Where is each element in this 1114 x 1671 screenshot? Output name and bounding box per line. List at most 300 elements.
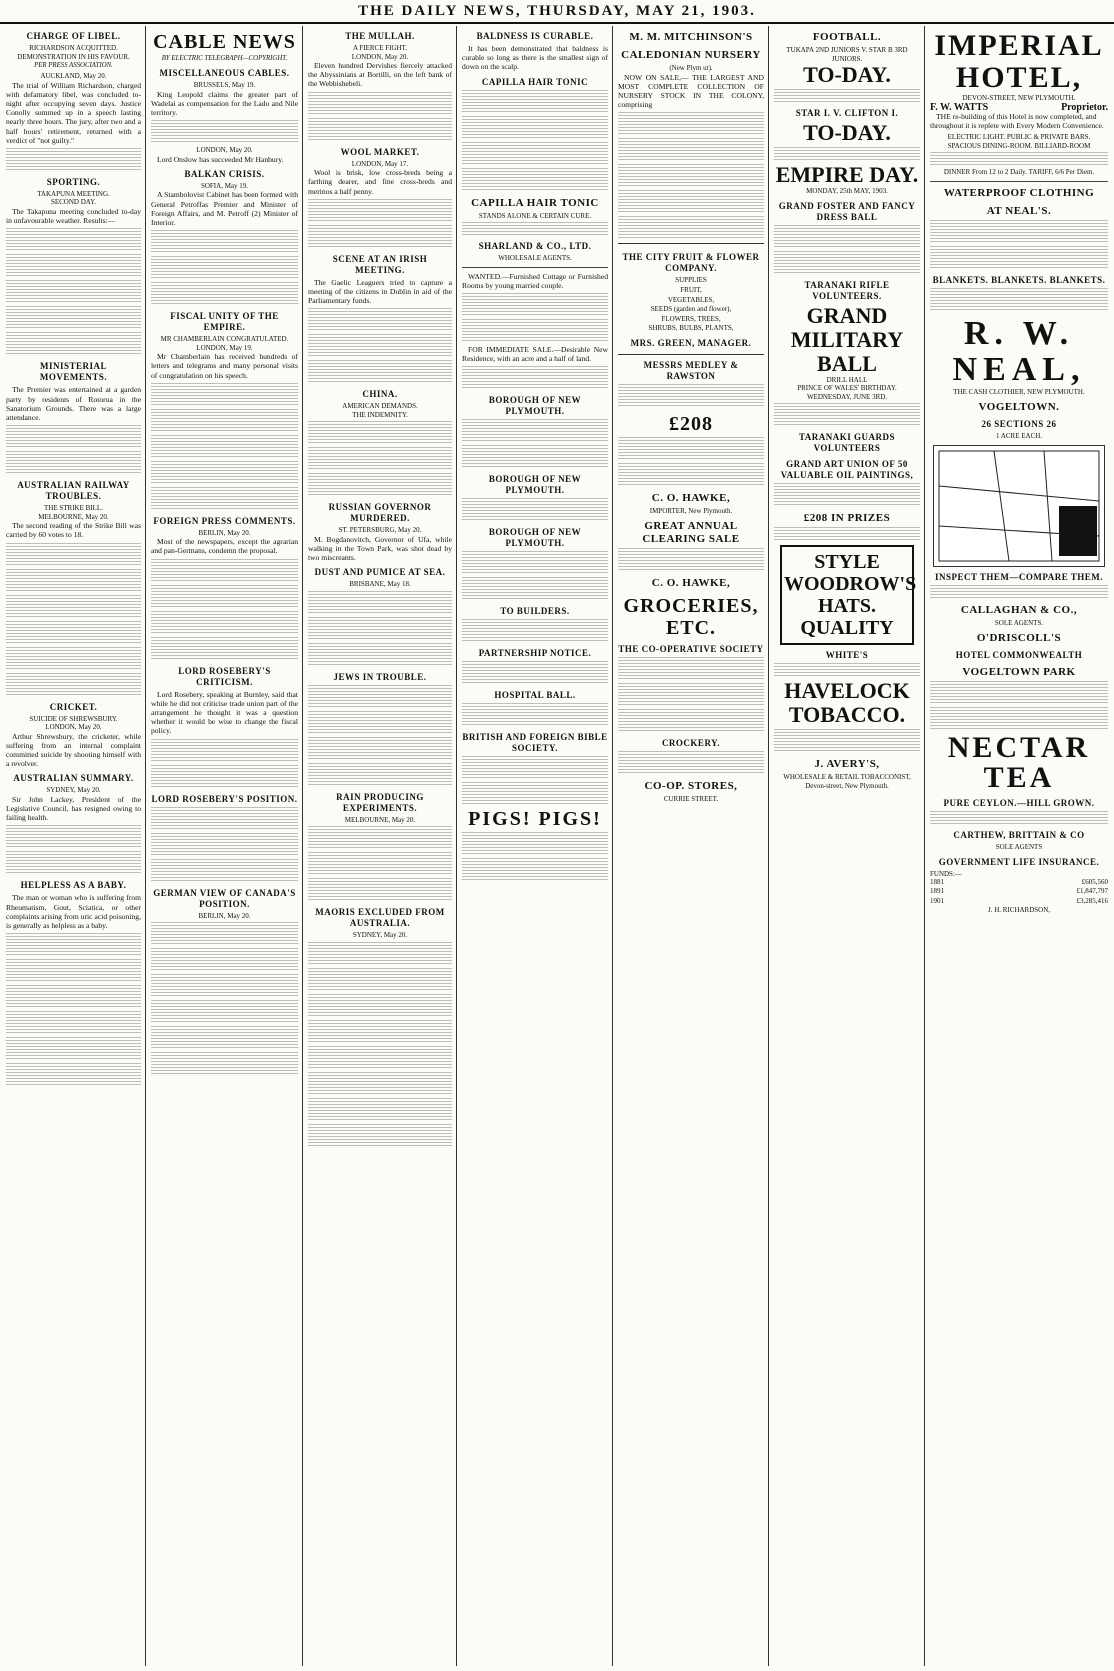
dateline: BERLIN, May 20. — [198, 911, 251, 920]
subhead: 1 ACRE EACH. — [995, 432, 1043, 441]
article-text: Lord Rosebery, speaking at Burnley, said that while he did not criticise trade union part of the arrangement he thought it was a question whether it would be wise to change the fiscal policy. — [151, 689, 298, 736]
headline-maoris-excluded: MAORIS EXCLUDED FROM AUSTRALIA. — [315, 907, 445, 929]
headline-vogeltown-park: VOGELTOWN PARK — [962, 666, 1076, 679]
text-filler — [6, 254, 141, 278]
column-rule — [145, 26, 146, 1666]
text-filler — [618, 437, 764, 461]
text-filler — [6, 595, 141, 619]
text-filler — [308, 643, 452, 667]
ad-item: SUPPLIES — [675, 276, 707, 285]
text-filler — [462, 142, 608, 166]
text-filler — [308, 994, 452, 1018]
headline-cricket: CRICKET. — [49, 701, 98, 712]
headline-wool-market: WOOL MARKET. — [340, 146, 420, 157]
text-filler — [308, 942, 452, 966]
subhead: SOLE AGENTS. — [994, 618, 1044, 627]
text-filler — [308, 447, 452, 471]
funds-amount: £3,285,416 — [1076, 896, 1108, 905]
text-filler — [774, 403, 920, 427]
subhead: TUKAPA 2ND JUNIORS V. STAR B 3RD JUNIORS. — [786, 46, 908, 63]
text-filler — [6, 851, 141, 875]
article-text: King Leopold claims the greater part of Wadelai as compensation for the Lado and Nile territory. — [151, 89, 298, 117]
text-filler — [930, 681, 1108, 705]
prizes-badge: £208 IN PRIZES — [803, 512, 891, 524]
article-text: The Gaelic Leaguers tried to capture a meeting of the citizens in Dublin in aid of the Parliamentary funds. — [308, 277, 452, 306]
fruit-flower-ad — [618, 243, 764, 355]
text-filler — [618, 548, 764, 572]
subhead: AMERICAN DEMANDS. — [342, 402, 418, 411]
text-filler — [151, 120, 298, 144]
text-filler — [618, 384, 764, 408]
text-filler — [151, 435, 298, 459]
text-filler — [6, 933, 141, 957]
article-text: The Premier was entertained at a garden party by residents of Rotorua in the Sanatorium Grounds. There was a large attendance. — [6, 385, 141, 422]
funds-year: 1891 — [930, 887, 944, 896]
text-filler — [308, 334, 452, 358]
text-filler — [151, 585, 298, 609]
text-filler — [6, 825, 141, 849]
text-filler — [462, 498, 608, 522]
text-filler — [6, 1063, 141, 1087]
text-filler — [308, 225, 452, 249]
headline-clearing-sale: GREAT ANNUAL CLEARING SALE — [642, 520, 740, 546]
subhead: BY ELECTRIC TELEGRAPH—COPYRIGHT. — [161, 55, 288, 62]
text-filler — [6, 621, 141, 645]
article-text: Sir John Lackey, President of the Legislative Council, has resigned owing to failing health. — [6, 794, 141, 823]
text-filler — [151, 974, 298, 998]
headline-capilla-tonic: CAPILLA HAIR TONIC — [471, 196, 599, 209]
headline-to-builders: TO BUILDERS. — [500, 606, 570, 617]
headline-at-neals: AT NEAL'S. — [986, 204, 1052, 217]
subhead: STANDS ALONE & CERTAIN CURE. — [478, 211, 592, 220]
text-filler — [462, 366, 608, 390]
dateline: MONDAY, 25th MAY, 1903. — [806, 187, 888, 195]
manager-name: MRS. GREEN, MANAGER. — [630, 337, 752, 348]
column-1 — [2, 26, 145, 1666]
ad-item: VEGETABLES, — [667, 295, 715, 304]
text-filler — [308, 968, 452, 992]
headline-whites: WHITE'S — [825, 650, 869, 660]
headline-guards: TARANAKI GUARDS VOLUNTEERS — [798, 432, 896, 453]
text-filler — [151, 461, 298, 485]
text-filler — [774, 89, 920, 103]
column-rule — [768, 26, 769, 1666]
text-filler — [308, 308, 452, 332]
headline-bible-society: BRITISH AND FOREIGN BIBLE SOCIETY. — [462, 732, 608, 754]
text-filler — [151, 807, 298, 831]
sections-count: 26 SECTIONS 26 — [981, 419, 1057, 430]
text-filler — [151, 1000, 298, 1024]
text-filler — [6, 1037, 141, 1061]
owner-row — [930, 103, 1108, 112]
text-filler — [308, 685, 452, 709]
text-filler — [6, 451, 141, 475]
dateline: ST. PETERSBURG, May 20. — [338, 526, 422, 535]
headline-commonwealth: HOTEL COMMONWEALTH — [955, 650, 1083, 661]
article-text: The Takapuna meeting concluded to-day in unfavourable weather. Results:— — [6, 206, 141, 226]
headline-carthew: CARTHEW, BRITTAIN & CO — [953, 830, 1085, 841]
headline-coop-society: THE CO-OPERATIVE SOCIETY — [618, 644, 764, 655]
text-filler — [151, 948, 298, 972]
article-text: Mr Chamberlain has received hundreds of letters and telegrams and many personal visits of congratulation on his speech. — [151, 352, 298, 380]
headline-hawke-2: C. O. HAWKE, — [651, 577, 731, 590]
text-filler — [308, 1020, 452, 1044]
headline-city-fruit: THE CITY FRUIT & FLOWER COMPANY. — [622, 252, 760, 274]
subhead: SUICIDE OF SHREWSBURY. — [29, 714, 118, 723]
subhead: TAKAPUNA MEETING. — [37, 189, 110, 198]
land-map — [933, 445, 1105, 567]
text-filler — [6, 647, 141, 671]
today-banner: TO-DAY. — [803, 120, 891, 145]
headline-summary: AUSTRALIAN SUMMARY. — [13, 773, 134, 784]
headline-ministerial: MINISTERIAL MOVEMENTS. — [39, 361, 108, 383]
text-filler — [151, 487, 298, 511]
text-filler — [308, 1072, 452, 1096]
text-filler — [930, 152, 1108, 166]
text-filler — [618, 657, 764, 681]
headline-medley: MESSRS MEDLEY & RAWSTON — [643, 359, 739, 381]
column-3 — [304, 26, 456, 1666]
text-filler — [308, 826, 452, 850]
hats-label: WOODROW'S HATS. — [784, 573, 917, 617]
style-label: STYLE — [814, 551, 880, 573]
headline-hawke: C. O. HAWKE, — [651, 491, 731, 504]
column-rule — [302, 26, 303, 1666]
funds-row — [930, 887, 1108, 896]
headline-coop-stores: CO-OP. STORES, — [644, 780, 738, 793]
text-filler — [774, 663, 920, 677]
text-filler — [618, 164, 764, 188]
column-rule — [924, 26, 925, 1666]
text-filler — [462, 577, 608, 601]
pigs-ad: PIGS! PIGS! — [468, 808, 602, 831]
divider — [930, 181, 1108, 182]
ad-item: SHRUBS, BULBS, PLANTS, — [648, 324, 734, 333]
funds-amount: £1,847,797 — [1076, 887, 1108, 896]
subhead: CURRIE STREET. — [663, 795, 719, 804]
subhead: SECOND DAY. — [50, 198, 97, 207]
headline-empire-day: EMPIRE DAY. — [775, 162, 919, 187]
text-filler — [462, 782, 608, 806]
article-text: Wool is brisk, low cross-breds being a farthing dearer, and fine cross-breds and merinos a half penny. — [308, 168, 452, 196]
today-banner: TO-DAY. — [803, 62, 891, 87]
subhead: SOLE AGENTS — [995, 843, 1043, 852]
text-filler — [6, 425, 141, 449]
imperial-hotel-title: IMPERIAL HOTEL, — [934, 29, 1104, 94]
text-filler — [930, 288, 1108, 312]
headline-avery: J. AVERY'S, — [814, 758, 880, 770]
text-filler — [6, 228, 141, 252]
text-filler — [151, 409, 298, 433]
text-filler — [462, 858, 608, 882]
dateline: AUCKLAND, May 20. — [40, 72, 107, 80]
nectar-tea-title: NECTAR TEA — [947, 731, 1091, 795]
ad-item: SEEDS (garden and flower), — [650, 305, 732, 314]
text-filler — [308, 852, 452, 876]
headline-dust-pumice: DUST AND PUMICE AT SEA. — [314, 567, 446, 578]
article-text: M. Bogdanovitch, Governor of Ufa, while walking in the Town Park, was shot dead by two miscreants. — [308, 534, 452, 563]
text-filler — [774, 147, 920, 161]
text-filler — [618, 683, 764, 707]
dateline: LONDON, May 20. — [45, 723, 102, 732]
text-filler — [151, 739, 298, 763]
subhead: THE INDEMNITY. — [352, 410, 408, 419]
quality-label: QUALITY — [800, 617, 894, 639]
funds-label: FUNDS:— — [930, 869, 962, 878]
article-text: Most of the newspapers, except the agrarian and pan-Germans, condemn the proposal. — [151, 537, 298, 556]
text-filler — [308, 878, 452, 902]
dateline: BRISBANE, May 18. — [349, 580, 411, 589]
dateline: BERLIN, May 20. — [198, 528, 251, 537]
text-filler — [6, 959, 141, 983]
headline-inspect: INSPECT THEM—COMPARE THEM. — [934, 571, 1104, 582]
article-text: NOW ON SALE,— THE LARGEST AND MOST COMPLETE COLLECTION OF NURSERY STOCK IN THE COLONY, comprising — [618, 72, 764, 110]
text-filler — [462, 168, 608, 192]
headline-libel: CHARGE OF LIBEL. — [26, 31, 121, 41]
subhead: A FIERCE FIGHT. — [352, 44, 408, 52]
text-filler — [151, 256, 298, 280]
text-filler — [930, 707, 1108, 731]
text-filler — [151, 559, 298, 583]
dateline: MELBOURNE, May 20. — [38, 512, 109, 521]
headline-misc-cables: MISCELLANEOUS CABLES. — [159, 68, 290, 78]
text-filler — [618, 112, 764, 136]
headline-star-clifton: STAR I. V. CLIFTON I. — [795, 108, 899, 118]
column-rule — [612, 26, 613, 1666]
text-filler — [774, 483, 920, 507]
hotel-feature: SPACIOUS DINING-ROOM. BILLIARD-ROOM — [947, 141, 1091, 150]
article-text: The trial of William Richardson, charged with defamatory libel, was concluded to-night after occupying seven days. Justice Conolly summed up in a speech lasting nearly three hours. The jury, after two and a half hours' retirement, returned with a verdict of "not guilty." — [6, 80, 141, 145]
proprietor-label: Proprietor. — [1061, 101, 1108, 113]
text-filler — [308, 617, 452, 641]
text-filler — [6, 306, 141, 330]
article-text: THE re-building of this Hotel is now completed, and throughout it is replete with Every Modern Convenience. — [930, 111, 1104, 130]
headline-mitchinson: M. M. MITCHINSON'S — [629, 31, 753, 43]
text-filler — [462, 619, 608, 643]
text-filler — [151, 1026, 298, 1050]
text-filler — [462, 419, 608, 443]
text-filler — [618, 190, 764, 214]
headline-groceries: GROCERIES, ETC. — [623, 595, 759, 640]
headline-hospital-ball: HOSPITAL BALL. — [494, 690, 576, 701]
dateline: LONDON, May 17. — [351, 159, 409, 168]
subhead: MR CHAMBERLAIN CONGRATULATED. — [160, 335, 289, 344]
text-filler — [618, 709, 764, 733]
text-filler — [308, 199, 452, 223]
headline-helpless: HELPLESS AS A BABY. — [20, 880, 127, 891]
headline-rosebery-position: LORD ROSEBERY'S POSITION. — [151, 793, 298, 804]
text-filler — [6, 280, 141, 304]
funds-row — [930, 897, 1108, 906]
text-filler — [6, 1011, 141, 1035]
text-filler — [308, 118, 452, 142]
dateline: WEDNESDAY, JUNE 3RD. — [806, 392, 888, 401]
column-4 — [458, 26, 612, 1666]
text-filler — [930, 246, 1108, 270]
article-text: It has been demonstrated that baldness is curable so long as there is the smallest sign of down on the scalp. — [462, 44, 608, 72]
text-filler — [774, 527, 920, 541]
text-filler — [151, 230, 298, 254]
subhead: THE CASH CLOTHIER, NEW PLYMOUTH. — [953, 387, 1085, 396]
dateline: PER PRESS ASSOCIATION. — [34, 62, 113, 69]
subhead: WHOLESALE & RETAIL TOBACCONIST, Devon-street, New Plymouth. — [783, 773, 911, 790]
classified-ad: FOR IMMEDIATE SALE.—Desirable New Residence, with an acre and a half of land. — [462, 345, 608, 364]
headline-vogeltown: VOGELTOWN. — [978, 401, 1060, 414]
text-filler — [462, 703, 608, 727]
dateline: MELBOURNE, May 20. — [344, 815, 416, 824]
text-filler — [618, 138, 764, 162]
article-text: Lord Onslow has succeeded Mr Hanbury. — [157, 154, 284, 164]
subhead: PRINCE OF WALES' BIRTHDAY. — [797, 384, 897, 392]
headline-borough: BOROUGH OF NEW PLYMOUTH. — [488, 474, 582, 496]
owner-name: F. W. WATTS — [930, 101, 989, 113]
dateline: SOFIA, May 19. — [200, 181, 249, 190]
text-filler — [462, 756, 608, 780]
text-filler — [151, 833, 298, 857]
text-filler — [6, 332, 141, 356]
text-filler — [462, 222, 608, 236]
text-filler — [151, 922, 298, 946]
text-filler — [308, 1124, 452, 1148]
text-filler — [462, 90, 608, 114]
text-filler — [462, 661, 608, 685]
text-filler — [462, 551, 608, 575]
text-filler — [462, 319, 608, 343]
subhead: (New Plym ut). — [669, 64, 713, 72]
headline-borough: BOROUGH OF NEW PLYMOUTH. — [488, 395, 582, 417]
headline-callaghan: CALLAGHAN & CO., — [960, 603, 1078, 616]
classified-ad: WANTED.—Furnished Cottage or Furnished Rooms by young married couple. — [462, 271, 608, 290]
subhead: DRILL HALL — [826, 375, 868, 384]
headline-cable-news: CABLE NEWS — [153, 31, 296, 53]
headline-capilla: CAPILLA HAIR TONIC — [481, 76, 589, 87]
article-text: A Stambolovist Cabinet has been formed with General Petroffas Premier and Minister of Foreign Affairs, and M. Petroff (2) Minister of Interior. — [151, 190, 298, 227]
funds-amount: £605,560 — [1081, 878, 1108, 887]
divider — [462, 267, 608, 268]
text-filler — [151, 765, 298, 789]
text-filler — [930, 220, 1108, 244]
headline-military-ball: GRAND MILITARY BALL — [790, 302, 904, 376]
text-filler — [308, 92, 452, 116]
text-filler — [151, 611, 298, 635]
headline-fiscal-unity: FISCAL UNITY OF THE EMPIRE. — [170, 311, 279, 333]
article-text: The second reading of the Strike Bill was carried by 60 votes to 18. — [6, 521, 141, 540]
column-6-block — [770, 26, 924, 1666]
text-filler — [308, 421, 452, 445]
headline-fancy-dress: GRAND FOSTER AND FANCY DRESS BALL — [778, 200, 916, 222]
headline-sporting: SPORTING. — [46, 176, 101, 187]
text-filler — [6, 673, 141, 697]
subhead: RICHARDSON ACQUITTED. — [29, 44, 118, 52]
funds-year: 1901 — [930, 896, 944, 905]
article-text: Eleven hundred Dervishes fiercely attacked the Abyssinians at Bortilli, on the left bank of the Webbishebeli. — [308, 61, 452, 89]
text-filler — [774, 225, 920, 249]
text-filler — [6, 985, 141, 1009]
text-filler — [774, 729, 920, 753]
text-filler — [618, 751, 764, 775]
headline-waterproof: WATERPROOF CLOTHING — [943, 186, 1095, 199]
headline-art-union: GRAND ART UNION OF 50 VALUABLE OIL PAINTINGS, — [780, 459, 914, 480]
text-filler — [930, 811, 1108, 825]
text-filler — [308, 763, 452, 787]
text-filler — [308, 1046, 452, 1070]
masthead: THE DAILY NEWS, THURSDAY, MAY 21, 1903. — [0, 0, 1114, 24]
headline-railway: AUSTRALIAN RAILWAY TROUBLES. — [17, 480, 130, 502]
text-filler — [151, 859, 298, 883]
headline-borough: BOROUGH OF NEW PLYMOUTH. — [488, 527, 582, 549]
neal-name: R. W. NEAL, — [952, 314, 1086, 388]
text-filler — [462, 832, 608, 856]
headline-crockery: CROCKERY. — [661, 738, 721, 749]
text-filler — [618, 463, 764, 487]
tariff-line: DINNER From 12 to 2 Daily. TARIFF, 6/6 Per Diem. — [943, 168, 1095, 177]
text-filler — [462, 116, 608, 140]
headline-rifle-volunteers: TARANAKI RIFLE VOLUNTEERS. — [804, 279, 890, 301]
subhead: DEVON-STREET, NEW PLYMOUTH. — [962, 94, 1076, 102]
headline-irish-meeting: SCENE AT AN IRISH MEETING. — [332, 253, 428, 275]
headline-football: FOOTBALL. — [812, 31, 882, 43]
text-filler — [151, 1052, 298, 1076]
column-7-block — [926, 26, 1112, 1666]
dateline: LONDON, May 19. — [196, 343, 253, 352]
headline-german-view: GERMAN VIEW OF CANADA'S POSITION. — [153, 887, 296, 909]
column-rule — [456, 26, 457, 1666]
text-filler — [308, 473, 452, 497]
text-filler — [6, 543, 141, 567]
text-filler — [151, 383, 298, 407]
text-filler — [308, 1098, 452, 1122]
headline-baldness: BALDNESS IS CURABLE. — [476, 31, 594, 41]
hotel-feature: ELECTRIC LIGHT. PUBLIC & PRIVATE BARS. — [947, 133, 1091, 142]
headline-pure-ceylon: PURE CEYLON.—HILL GROWN. — [943, 798, 1095, 809]
headline-china: CHINA. — [362, 389, 398, 400]
headline-havelock: HAVELOCK TOBACCO. — [784, 678, 910, 727]
text-filler — [462, 293, 608, 317]
headline-governor-murdered: RUSSIAN GOVERNOR MURDERED. — [328, 502, 432, 524]
article-text: Arthur Shrewsbury, the cricketer, while suffering from an internal complaint committed suicide by shooting himself with a revolver. — [6, 731, 141, 769]
agent-name: J. H. RICHARDSON, — [987, 905, 1051, 914]
headline-balkan: BALKAN CRISIS. — [184, 168, 265, 179]
text-filler — [6, 148, 141, 172]
dateline: BRUSSELS, May 19. — [193, 81, 256, 89]
headline-rain-experiments: RAIN PRODUCING EXPERIMENTS. — [336, 791, 424, 813]
price-badge: £208 — [669, 412, 713, 435]
funds-row — [930, 878, 1108, 887]
headline-jews-trouble: JEWS IN TROUBLE. — [333, 671, 427, 682]
map-drawing — [934, 446, 1104, 566]
subhead: WHOLESALE AGENTS. — [498, 254, 572, 263]
dateline: SYDNEY, May 20. — [352, 931, 408, 940]
headline-odriscoll: O'DRISCOLL'S — [976, 632, 1062, 645]
subhead: THE STRIKE BILL. — [44, 504, 103, 513]
headline-sharland: SHARLAND & CO., LTD. — [478, 241, 592, 252]
text-filler — [308, 737, 452, 761]
funds-year: 1881 — [930, 878, 944, 887]
text-filler — [308, 360, 452, 384]
text-filler — [774, 251, 920, 275]
woodrows-hats-ad — [780, 545, 917, 645]
article-text: The man or woman who is suffering from Rheumatism, Gout, Sciatica, or other complaints arising from uric acid poisoning, is generally as helpless as a baby. — [6, 893, 141, 931]
column-2 — [147, 26, 302, 1666]
ad-item: FLOWERS, TREES, — [661, 314, 721, 323]
headline-foreign-press: FOREIGN PRESS COMMENTS. — [153, 515, 296, 526]
dateline: SYDNEY, May 20. — [46, 786, 101, 795]
headline-blankets: BLANKETS. BLANKETS. BLANKETS. — [932, 274, 1106, 285]
headline-caledonian: CALEDONIAN NURSERY — [621, 49, 761, 61]
ad-item: FRUIT, — [680, 285, 702, 294]
dateline: LONDON, May 20. — [196, 146, 253, 155]
headline-rosebery-criticism: LORD ROSEBERY'S CRITICISM. — [178, 665, 271, 687]
